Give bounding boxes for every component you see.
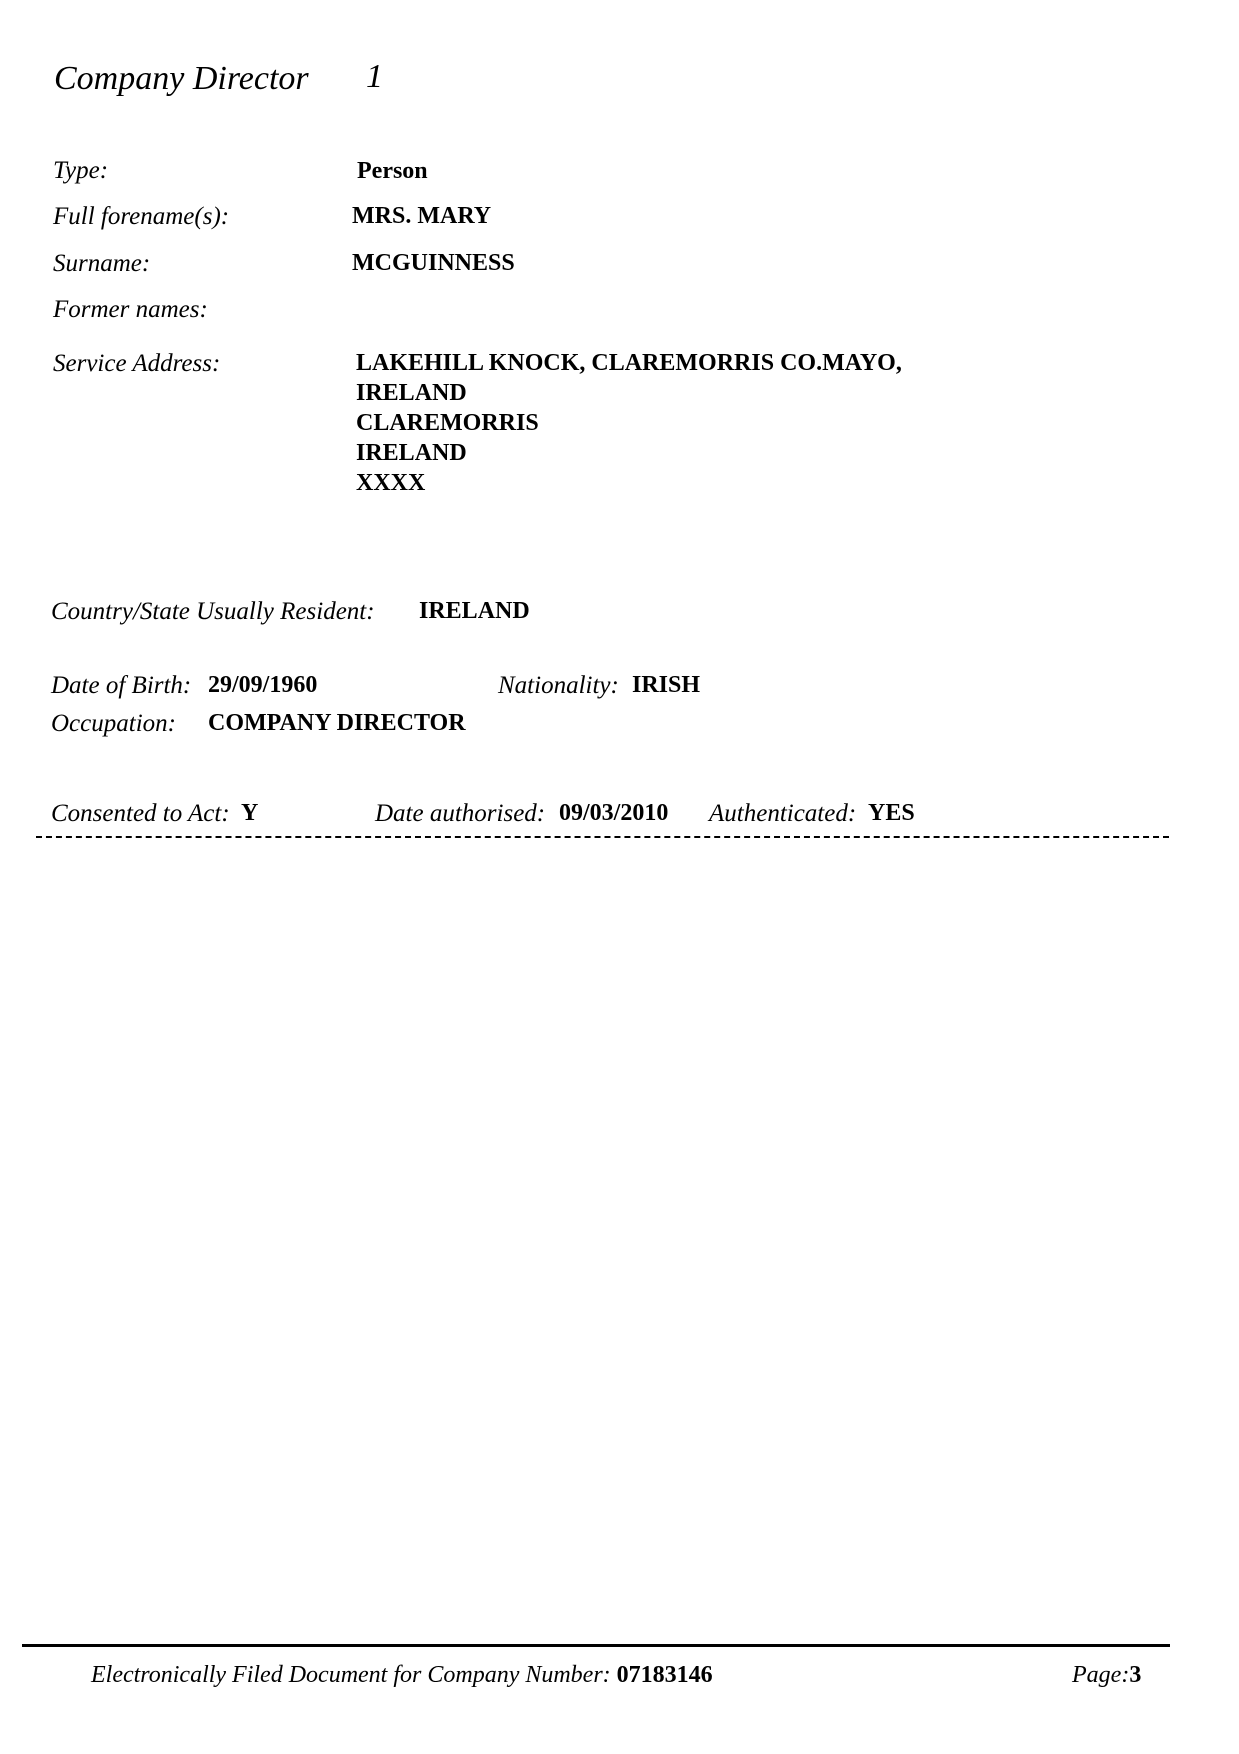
former-names-label: Former names: bbox=[53, 296, 208, 323]
type-label: Type: bbox=[53, 157, 109, 184]
residence-value: IRELAND bbox=[419, 598, 530, 624]
director-number: 1 bbox=[366, 58, 383, 95]
section-divider bbox=[36, 836, 1169, 838]
service-address-label: Service Address: bbox=[53, 350, 221, 377]
footer-filed-label: Electronically Filed Document for Company Number: bbox=[91, 1662, 611, 1688]
dob-label: Date of Birth: bbox=[51, 672, 192, 699]
surname-value: MCGUINNESS bbox=[352, 250, 515, 276]
nationality-value: IRISH bbox=[632, 672, 701, 698]
page-number: 3 bbox=[1129, 1662, 1142, 1688]
date-authorised-value: 09/03/2010 bbox=[559, 800, 669, 826]
occupation-label: Occupation: bbox=[51, 710, 176, 737]
address-line: IRELAND bbox=[356, 440, 467, 466]
address-line: CLAREMORRIS bbox=[356, 410, 539, 436]
occupation-value: COMPANY DIRECTOR bbox=[208, 710, 466, 736]
residence-label: Country/State Usually Resident: bbox=[51, 598, 375, 625]
consented-value: Y bbox=[241, 800, 259, 826]
nationality-label: Nationality: bbox=[498, 672, 619, 699]
type-value: Person bbox=[357, 158, 428, 184]
page-indicator bbox=[1072, 1662, 1141, 1689]
forename-value: MRS. MARY bbox=[352, 203, 492, 229]
surname-label: Surname: bbox=[53, 250, 151, 277]
service-address bbox=[356, 348, 902, 498]
dob-value: 29/09/1960 bbox=[208, 672, 318, 698]
page-label: Page: bbox=[1072, 1662, 1130, 1688]
date-authorised-label: Date authorised: bbox=[375, 800, 546, 827]
authenticated-label: Authenticated: bbox=[709, 800, 857, 827]
authenticated-value: YES bbox=[868, 800, 915, 826]
company-number: 07183146 bbox=[616, 1662, 713, 1688]
footer-divider bbox=[22, 1644, 1170, 1647]
address-line: LAKEHILL KNOCK, CLAREMORRIS CO.MAYO, bbox=[356, 350, 902, 376]
address-line: IRELAND bbox=[356, 380, 467, 406]
address-line: XXXX bbox=[356, 470, 426, 496]
forename-label: Full forename(s): bbox=[53, 203, 230, 230]
section-title: Company Director bbox=[54, 60, 309, 97]
consented-label: Consented to Act: bbox=[51, 800, 230, 827]
footer-filed-note bbox=[91, 1662, 713, 1689]
